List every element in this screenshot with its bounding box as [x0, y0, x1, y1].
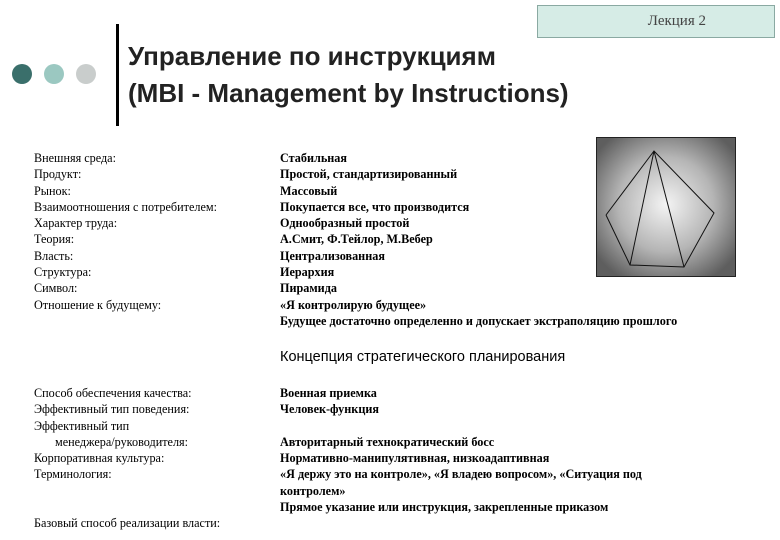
label-quality: Способ обеспечения качества:	[34, 386, 192, 400]
value-consumer: Покупается все, что производится	[280, 199, 470, 214]
lecture-tag	[537, 5, 775, 38]
label-manager-1: Эффективный тип	[34, 418, 130, 433]
concept-heading: Концепция стратегического планирования	[280, 349, 566, 365]
value-symbol: Пирамида	[280, 281, 337, 296]
slide-title	[128, 38, 569, 112]
value-behavior: Человек-функция	[280, 402, 379, 417]
future-note: Будущее достаточно определенно и допускает экстраполяцию прошлого	[280, 313, 678, 328]
value-market: Массовый	[280, 183, 338, 198]
value-theory: А.Смит, Ф.Тейлор, М.Вебер	[280, 232, 433, 247]
value-future: «Я контролирую будущее»	[280, 297, 427, 312]
label-environment: Внешняя среда:	[34, 151, 116, 165]
label-column-2	[34, 385, 220, 532]
label-structure: Структура:	[34, 265, 92, 280]
label-market: Рынок:	[34, 183, 71, 198]
label-power-method: Базовый способ реализации власти:	[34, 516, 221, 531]
label-column-1	[34, 150, 217, 313]
value-power-method: Прямое указание или инструкция, закрепленные приказом	[280, 500, 609, 515]
label-product: Продукт:	[34, 167, 82, 182]
label-consumer: Взаимоотношения с потребителем:	[34, 199, 217, 214]
label-power: Власть:	[34, 248, 74, 263]
value-quality: Военная приемка	[280, 386, 377, 400]
label-labor: Характер труда:	[34, 216, 118, 231]
label-theory: Теория:	[34, 232, 75, 247]
label-manager-2: менеджера/руководителя:	[55, 434, 189, 449]
label-culture: Корпоративная культура:	[34, 451, 165, 466]
label-future: Отношение к будущему:	[34, 297, 162, 312]
pyramid-symbol	[596, 137, 736, 277]
title-line-2: (MBI - Management by Instructions)	[128, 78, 569, 108]
label-terminology: Терминология:	[34, 467, 112, 482]
value-product: Простой, стандартизированный	[280, 167, 458, 182]
value-structure: Иерархия	[280, 265, 335, 280]
decor-dot-light	[44, 64, 64, 84]
label-behavior: Эффективный тип поведения:	[34, 402, 190, 417]
value-labor: Однообразный простой	[280, 216, 410, 231]
value-terminology: «Я держу это на контроле», «Я владею вопросом», «Ситуация под контролем»	[280, 467, 642, 498]
value-environment: Стабильная	[280, 151, 347, 165]
title-line-1: Управление по инструкциям	[128, 41, 496, 71]
label-symbol: Символ:	[34, 281, 78, 296]
value-manager: Авторитарный технократический босс	[280, 434, 495, 449]
value-culture: Нормативно-манипулятивная, низкоадаптивная	[280, 451, 550, 466]
lecture-tag-label: Лекция 2	[647, 13, 706, 29]
decor-dot-grey	[76, 64, 96, 84]
value-power: Централизованная	[280, 248, 385, 263]
value-column-2	[280, 385, 710, 515]
decor-dot-dark	[12, 64, 32, 84]
title-divider	[116, 24, 119, 126]
